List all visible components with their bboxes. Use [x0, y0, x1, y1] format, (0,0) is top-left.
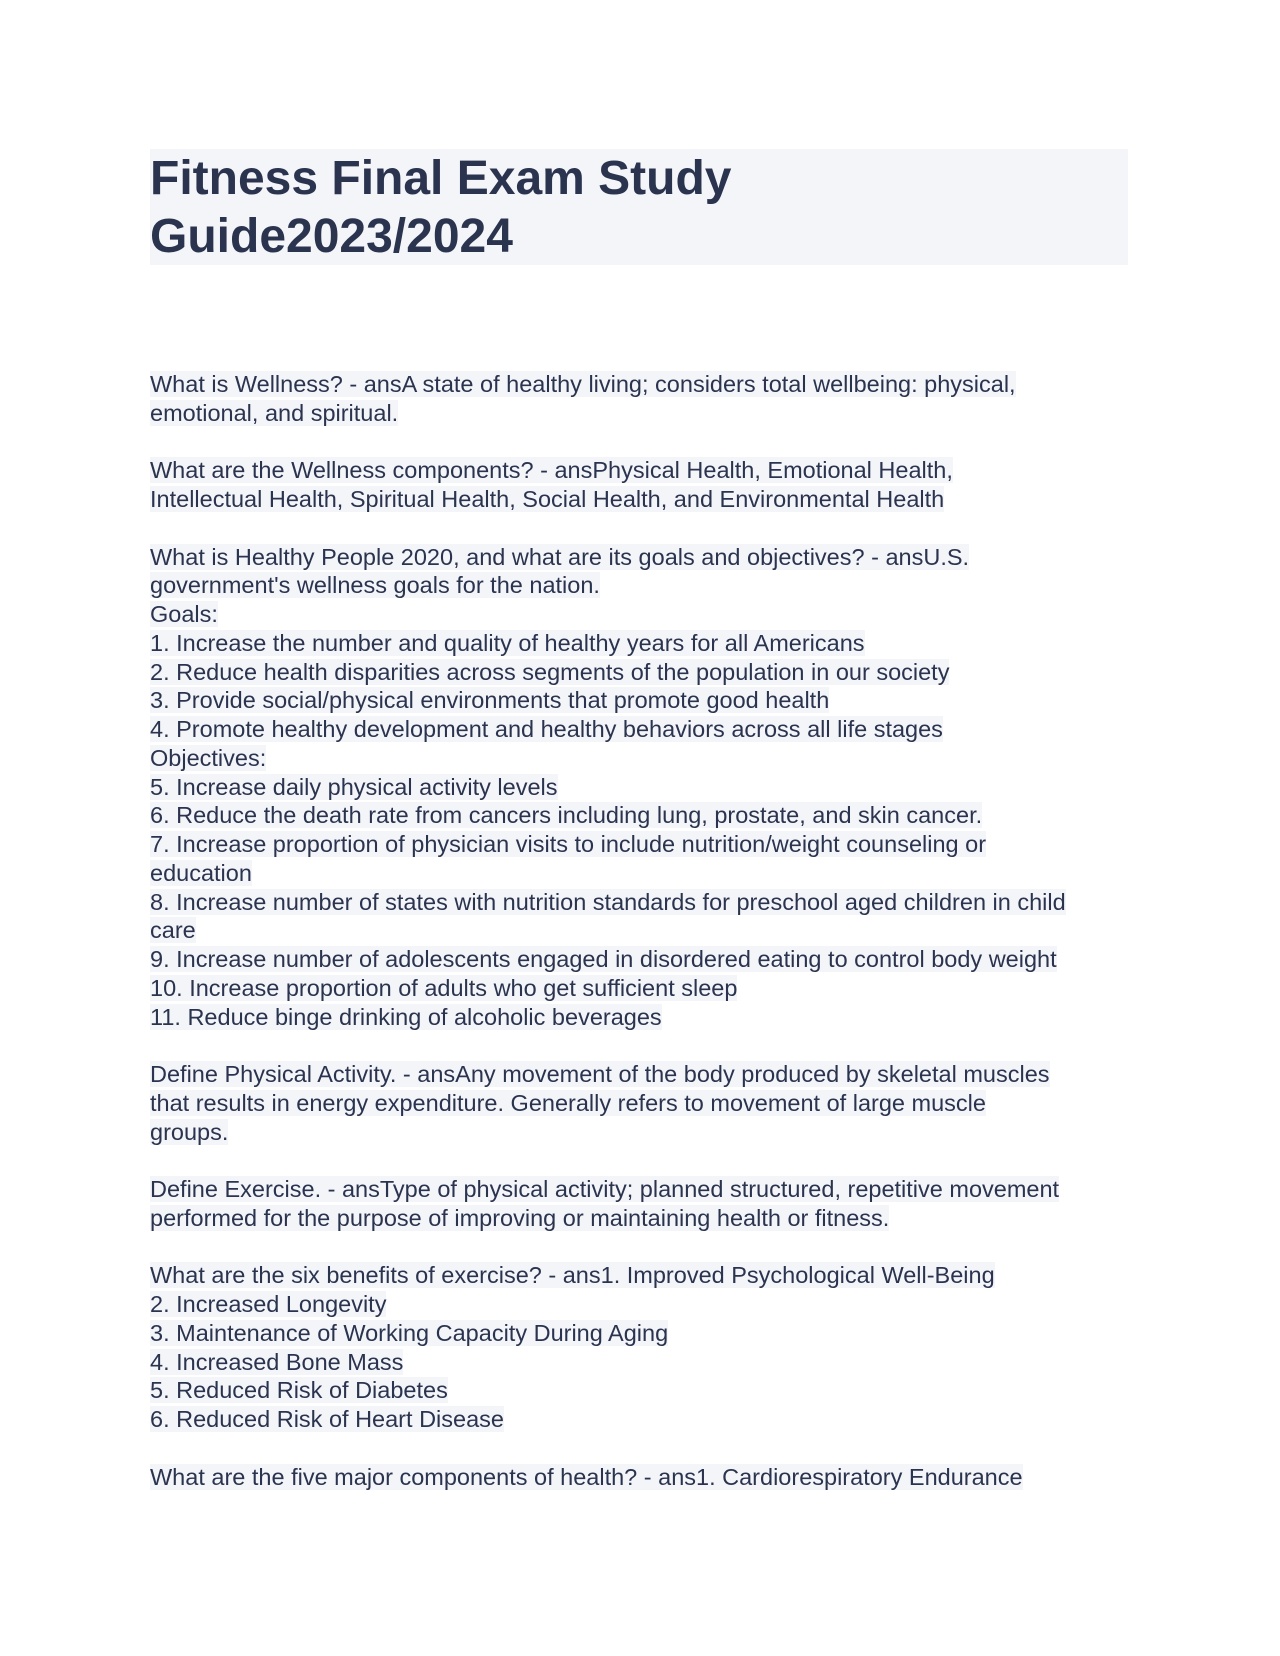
- paragraph-gap: [150, 1031, 1140, 1060]
- title-line-2: Guide2023/2024: [150, 210, 513, 263]
- paragraph-gap: [150, 1233, 1140, 1262]
- qa-line: 3. Maintenance of Working Capacity During Aging: [150, 1319, 669, 1346]
- qa-line: 6. Reduce the death rate from cancers including lung, prostate, and skin cancer.: [150, 802, 983, 829]
- qa-line: 4. Increased Bone Mass: [150, 1348, 404, 1375]
- qa-line: 1. Increase the number and quality of healthy years for all Americans: [150, 629, 865, 656]
- qa-line: 6. Reduced Risk of Heart Disease: [150, 1406, 504, 1432]
- qa-line: Intellectual Health, Spiritual Health, Social Health, and Environmental Health: [150, 486, 945, 512]
- qa-line: Objectives:: [150, 744, 267, 771]
- qa-line: 10. Increase proportion of adults who get sufficient sleep: [150, 974, 738, 1001]
- qa-line: 2. Increased Longevity: [150, 1291, 387, 1317]
- qa-line: What is Wellness? - ansA state of healthy living; considers total wellbeing: physical,: [150, 371, 1016, 397]
- qa-line: 5. Increase daily physical activity levels: [150, 773, 558, 800]
- qa-line: performed for the purpose of improving or maintaining health or fitness.: [150, 1204, 890, 1231]
- qa-line: care: [150, 917, 196, 944]
- qa-line: 9. Increase number of adolescents engaged in disordered eating to control body weight: [150, 946, 1057, 972]
- qa-line: What are the six benefits of exercise? - ans1. Improved Psychological Well-Being: [150, 1262, 995, 1289]
- paragraph-gap: [150, 1146, 1140, 1175]
- qa-line: Define Physical Activity. - ansAny movement of the body produced by skeletal muscles: [150, 1061, 1050, 1087]
- paragraph-gap: [150, 428, 1140, 457]
- document-title: [150, 149, 1128, 265]
- qa-line: 5. Reduced Risk of Diabetes: [150, 1377, 448, 1404]
- title-line-1: Fitness Final Exam Study: [150, 152, 732, 205]
- qa-line: education: [150, 859, 252, 886]
- qa-line: 11. Reduce binge drinking of alcoholic beverages: [150, 1003, 662, 1030]
- study-guide-body: [150, 370, 1140, 1491]
- qa-line: 8. Increase number of states with nutrition standards for preschool aged children in child: [150, 888, 1066, 915]
- qa-line: 2. Reduce health disparities across segments of the population in our society: [150, 658, 950, 685]
- paragraph-gap: [150, 514, 1140, 543]
- paragraph-gap: [150, 1434, 1140, 1463]
- qa-line: What is Healthy People 2020, and what are its goals and objectives? - ansU.S.: [150, 543, 970, 570]
- qa-line: emotional, and spiritual.: [150, 399, 399, 426]
- qa-line: What are the five major components of health? - ans1. Cardiorespiratory Endurance: [150, 1463, 1023, 1490]
- qa-line: What are the Wellness components? - ansPhysical Health, Emotional Health,: [150, 457, 953, 484]
- qa-line: groups.: [150, 1118, 229, 1145]
- qa-line: Goals:: [150, 601, 218, 627]
- qa-line: Define Exercise. - ansType of physical activity; planned structured, repetitive movement: [150, 1176, 1060, 1202]
- qa-line: that results in energy expenditure. Generally refers to movement of large muscle: [150, 1089, 986, 1116]
- qa-line: 3. Provide social/physical environments that promote good health: [150, 687, 830, 714]
- qa-line: 4. Promote healthy development and healthy behaviors across all life stages: [150, 716, 943, 742]
- qa-line: government's wellness goals for the nation.: [150, 572, 600, 599]
- qa-line: 7. Increase proportion of physician visits to include nutrition/weight counseling or: [150, 831, 987, 857]
